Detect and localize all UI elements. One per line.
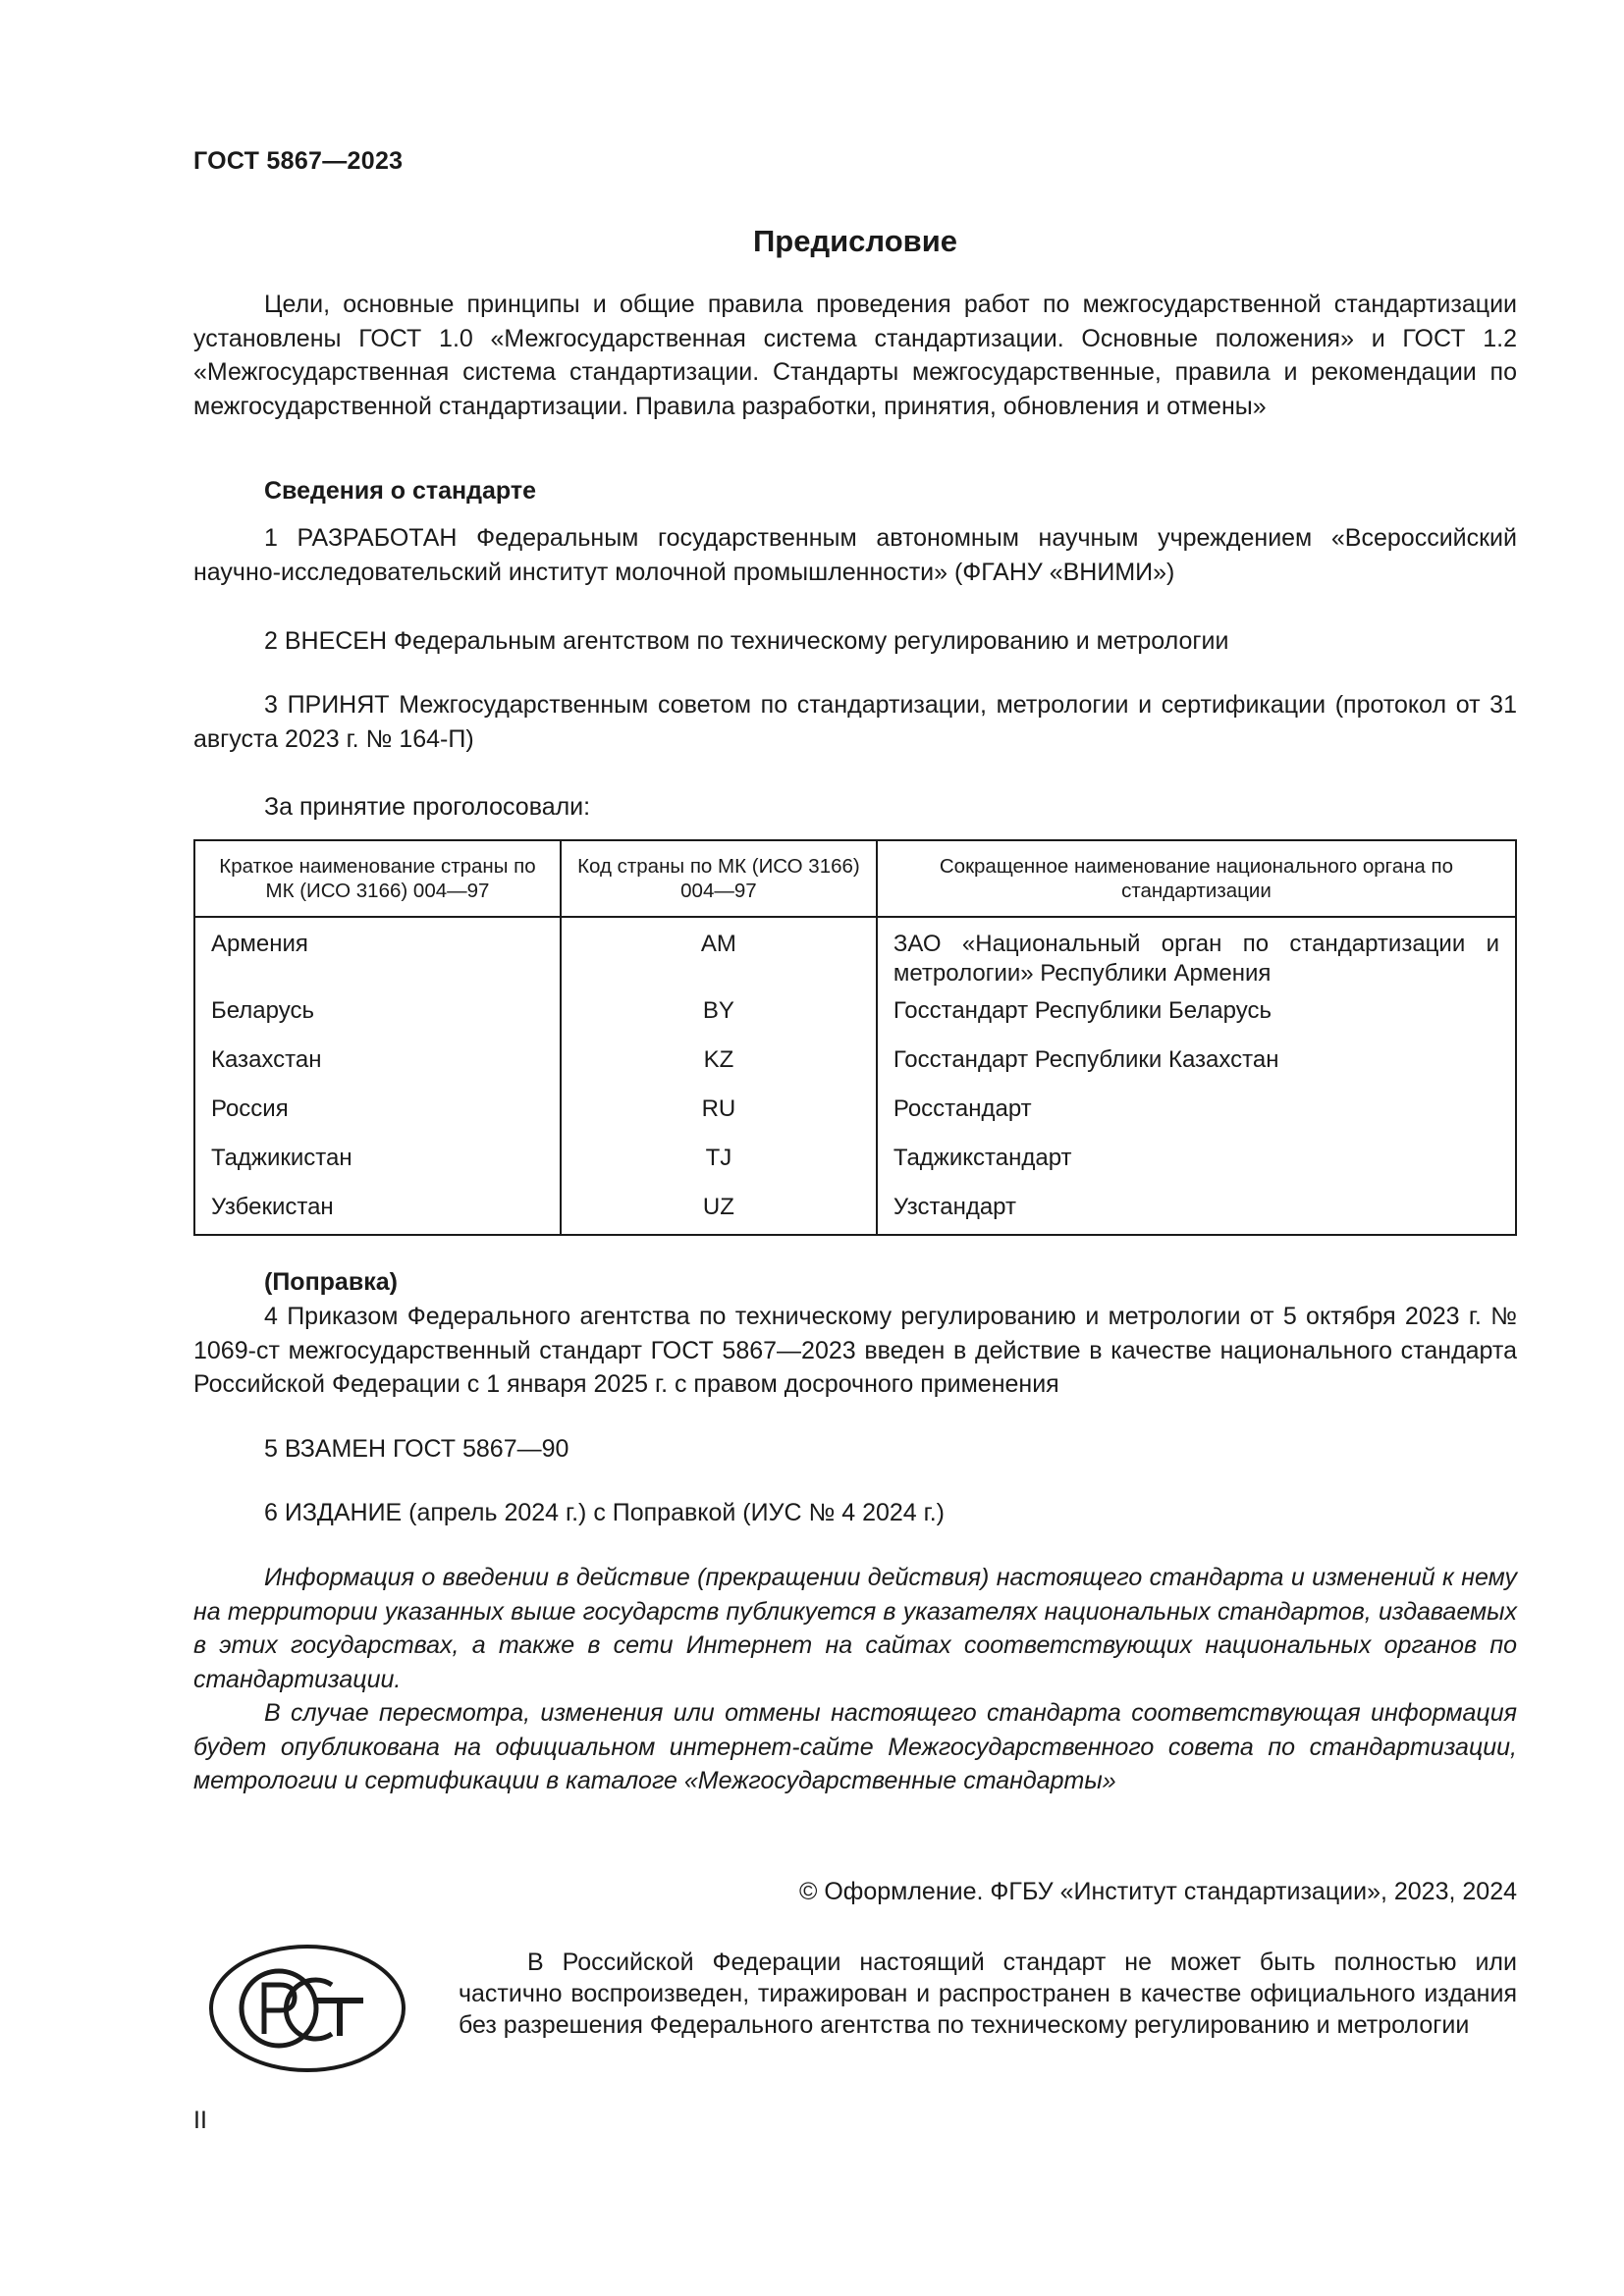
item-edition: 6 ИЗДАНИЕ (апрель 2024 г.) с Поправкой (ИУС № 4 2024 г.) <box>264 1499 945 1526</box>
document-code-header: ГОСТ 5867—2023 <box>193 147 404 175</box>
copyright-line: © Оформление. ФГБУ «Институт стандартизации», 2023, 2024 <box>798 1878 1517 1905</box>
item-enacted: 4 Приказом Федерального агентства по техническому регулированию и метрологии от 5 октября 2023 г. № 1069-ст межгосударственный стандарт ГОСТ 5867—2023 введен в действие в качестве национального стандарта Российской Федерации с 1 января 2025 г. с правом досрочного применения <box>193 1303 1517 1398</box>
item-submitted: 2 ВНЕСЕН Федеральным агентством по техническому регулированию и метрологии <box>264 627 1229 655</box>
cell-org: ЗАО «Национальный орган по стандартизации и метрологии» Республики Армения <box>877 917 1516 996</box>
column-header-code: Код страны по МК (ИСО 3166) 004—97 <box>561 840 877 917</box>
table-row <box>194 917 1516 996</box>
table-row <box>194 1045 1516 1095</box>
cell-code: KZ <box>561 1045 877 1095</box>
cell-country: Россия <box>194 1095 561 1144</box>
column-header-country: Краткое наименование страны по МК (ИСО 3166) 004—97 <box>194 840 561 917</box>
cell-country: Армения <box>194 917 561 996</box>
voting-table <box>193 839 1517 1236</box>
item-developed: 1 РАЗРАБОТАН Федеральным государственным автономным научным учреждением «Всероссийский научно-исследовательский институт молочной промышленности» (ФГАНУ «ВНИМИ») <box>193 524 1517 586</box>
item-replaces: 5 ВЗАМЕН ГОСТ 5867—90 <box>264 1435 569 1463</box>
table-header-row <box>194 840 1516 917</box>
cell-org: Таджикстандарт <box>877 1144 1516 1193</box>
cell-country: Узбекистан <box>194 1193 561 1235</box>
page-number: II <box>193 2107 207 2134</box>
column-header-body: Сокращенное наименование национального органа по стандартизации <box>877 840 1516 917</box>
info-heading: Сведения о стандарте <box>264 477 537 505</box>
table-row <box>194 1095 1516 1144</box>
item-adopted: 3 ПРИНЯТ Межгосударственным советом по стандартизации, метрологии и сертификации (протокол от 31 августа 2023 г. № 164-П) <box>193 691 1517 753</box>
cell-country: Казахстан <box>194 1045 561 1095</box>
table-row <box>194 1193 1516 1235</box>
table-row <box>194 996 1516 1045</box>
cell-code: RU <box>561 1095 877 1144</box>
page-title: Предисловие <box>752 224 957 258</box>
amendment-label: (Поправка) <box>264 1268 398 1296</box>
table-row <box>194 1144 1516 1193</box>
notice-paragraph-1: Информация о введении в действие (прекращении действия) настоящего стандарта и изменений к нему на территории указанных выше государств публикуется в указателях национальных стандартов, издаваемых в этих государствах, а также в сети Интернет на сайтах соответствующих национальных органов по стандартизации. <box>193 1564 1517 1693</box>
cell-org: Госстандарт Республики Казахстан <box>877 1045 1516 1095</box>
reproduction-notice: В Российской Федерации настоящий стандарт не может быть полностью или частично воспроизведен, тиражирован и распространен в качестве официального издания без разрешения Федерального агентства по техническому регулированию и метрологии <box>459 1949 1517 2039</box>
intro-paragraph: Цели, основные принципы и общие правила проведения работ по межгосударственной стандартизации установлены ГОСТ 1.0 «Межгосударственная система стандартизации. Основные положения» и ГОСТ 1.2 «Межгосударственная система стандартизации. Стандарты межгосударственные, правила и рекомендации по межгосударственной стандартизации. Правила разработки, принятия, обновления и отмены» <box>193 291 1517 420</box>
cell-code: UZ <box>561 1193 877 1235</box>
cell-country: Таджикистан <box>194 1144 561 1193</box>
cell-code: AM <box>561 917 877 996</box>
cell-code: BY <box>561 996 877 1045</box>
notice-paragraph-2: В случае пересмотра, изменения или отмены настоящего стандарта соответствующая информация будет опубликована на официальном интернет-сайте Межгосударственного совета по стандартизации, метрологии и сертификации в каталоге «Межгосударственные стандарты» <box>193 1699 1517 1794</box>
cell-code: TJ <box>561 1144 877 1193</box>
cell-org: Узстандарт <box>877 1193 1516 1235</box>
pst-certification-logo <box>208 1944 406 2073</box>
cell-org: Росстандарт <box>877 1095 1516 1144</box>
voted-label: За принятие проголосовали: <box>264 793 591 821</box>
cell-org: Госстандарт Республики Беларусь <box>877 996 1516 1045</box>
cell-country: Беларусь <box>194 996 561 1045</box>
